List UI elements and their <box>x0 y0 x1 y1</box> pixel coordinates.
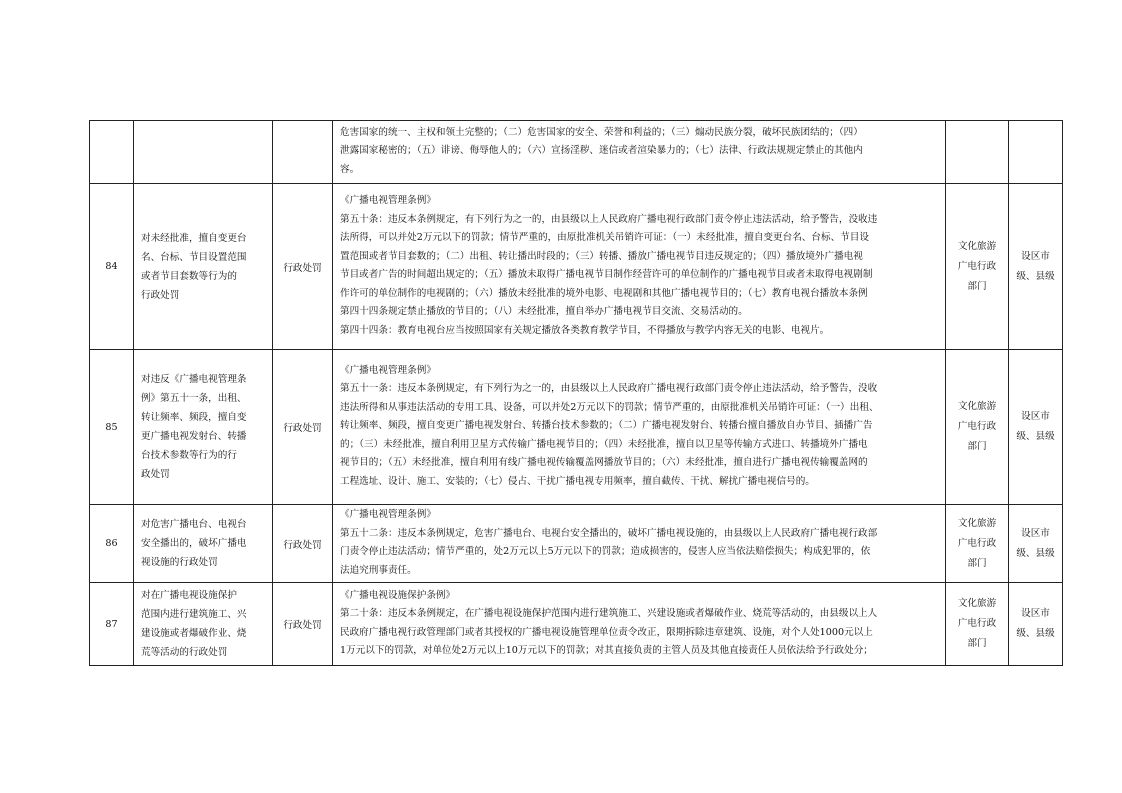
legal-basis-line: 第四十四条规定禁止播放的节目的；（八）未经批准，擅自举办广播电视节目交流、交易活动的。 <box>340 306 748 317</box>
level-cell <box>1009 184 1063 350</box>
item-name-line: 对未经批准，擅自变更台 <box>141 232 247 244</box>
legal-basis-cell <box>333 350 946 505</box>
item-name-line: 视设施的行政处罚 <box>141 557 218 568</box>
legal-basis-line: 第五十条：违反本条例规定，有下列行为之一的，由县级以上人民政府广播电视行政部门责令停止违法活动，给予警告，没收违 <box>340 213 878 225</box>
legal-basis-line: 1万元以下的罚款，对单位处2万元以上10万元以下的罚款；对其直接负责的主管人员及其他直接责任人员依法给予行政处分； <box>340 645 873 656</box>
department-cell <box>946 184 1009 350</box>
action-type-cell <box>273 121 333 184</box>
item-name-line: 名、台标、节目设置范围 <box>141 251 247 263</box>
level-cell <box>1009 121 1063 184</box>
level-line: 级、县级 <box>1016 270 1055 282</box>
legal-basis-line: 《广播电视管理条例》 <box>340 195 436 206</box>
legal-basis-line: 危害国家的统一、主权和领土完整的；（二）危害国家的安全、荣誉和利益的；（三）煽动民族分裂，破坏民族团结的；（四） <box>340 126 863 138</box>
action-type-cell: 行政处罚 <box>273 505 333 583</box>
item-name-line: 政处罚 <box>141 469 170 480</box>
item-number-cell: 84 <box>90 184 134 350</box>
legal-basis-line: 视节目的；（五）未经批准，擅自利用有线广播电视传输覆盖网播放节目的；（六）未经批准，擅自进行广播电视传输覆盖网的 <box>340 457 868 469</box>
item-name-cell <box>134 121 273 184</box>
department-line: 广电行政 <box>957 421 997 432</box>
item-name-line: 对在广播电视设施保护 <box>141 590 237 601</box>
department-line: 广电行政 <box>957 537 997 549</box>
regulation-table-body <box>90 121 1063 666</box>
item-name-line: 对违反《广播电视管理条 <box>141 374 247 385</box>
legal-basis-line: 《广播电视管理条例》 <box>340 364 436 376</box>
legal-basis-cell <box>333 121 946 184</box>
level-cell <box>1009 583 1063 666</box>
legal-basis-line: 第五十一条：违反本条例规定，有下列行为之一的，由县级以上人民政府广播电视行政部门责令停止违法活动，给予警告，没收 <box>340 383 878 395</box>
legal-basis-cell <box>333 184 946 350</box>
item-name-line: 行政处罚 <box>141 289 180 301</box>
legal-basis-line: 泄露国家秘密的；（五）诽谤、侮辱他人的；（六）宣扬淫秽、迷信或者渲染暴力的；（七）法律、行政法规规定禁止的其他内 <box>340 145 863 157</box>
action-type-cell: 行政处罚 <box>273 350 333 505</box>
legal-basis-line: 的；（三）未经批准，擅自利用卫星方式传输广播电视节目的；（四）未经批准，擅自以卫星等传输方式进口、转播境外广播电 <box>340 438 868 450</box>
department-line: 部门 <box>967 638 987 649</box>
item-name-cell <box>134 505 273 583</box>
level-line: 设区市 <box>1021 250 1050 262</box>
department-line: 文化旅游 <box>957 240 997 252</box>
legal-basis-line: 作许可的单位制作的电视剧的；（六）播放未经批准的境外电影、电视剧和其他广播电视节目的；（七）教育电视台播放本条例 <box>340 287 868 299</box>
department-line: 部门 <box>967 557 987 569</box>
department-line: 文化旅游 <box>957 401 997 412</box>
level-line: 级、县级 <box>1016 628 1055 639</box>
item-name-line: 对危害广播电台、电视台 <box>141 519 247 530</box>
level-cell <box>1009 505 1063 583</box>
level-line: 级、县级 <box>1016 431 1055 442</box>
item-name-line: 例》第五十一条，出租、 <box>141 393 247 404</box>
action-type-cell: 行政处罚 <box>273 184 333 350</box>
department-line: 文化旅游 <box>957 598 997 609</box>
legal-basis-cell <box>333 505 946 583</box>
item-name-line: 范围内进行建筑施工、兴 <box>141 609 247 620</box>
table-row <box>90 121 1063 184</box>
item-number-cell: 87 <box>90 583 134 666</box>
department-cell <box>946 583 1009 666</box>
legal-basis-line: 置范围或者节目套数的；（二）出租、转让播出时段的；（三）转播、播放广播电视节目违反规定的；（四）播放境外广播电视 <box>340 250 863 262</box>
legal-basis-line: 第五十二条：违反本条例规定，危害广播电台、电视台安全播出的，破坏广播电视设施的，由县级以上人民政府广播电视行政部 <box>340 527 878 539</box>
level-line: 设区市 <box>1021 608 1050 619</box>
legal-basis-line: 《广播电视管理条例》 <box>340 509 436 520</box>
action-type-cell: 行政处罚 <box>273 583 333 666</box>
item-name-line: 荒等活动的行政处罚 <box>141 647 228 658</box>
level-line: 设区市 <box>1021 527 1050 539</box>
item-name-line: 更广播电视发射台、转播 <box>141 431 247 442</box>
department-cell <box>946 350 1009 505</box>
item-name-line: 转让频率、频段，擅自变 <box>141 412 247 423</box>
department-line: 部门 <box>967 280 987 292</box>
level-line: 设区市 <box>1021 411 1050 422</box>
department-line: 广电行政 <box>957 618 997 629</box>
table-row <box>90 505 1063 583</box>
legal-basis-line: 容。 <box>340 163 360 175</box>
table-row <box>90 184 1063 350</box>
legal-basis-line: 法追究刑事责任。 <box>340 564 417 576</box>
department-cell <box>946 505 1009 583</box>
legal-basis-line: 节目或者广告的时间超出规定的；（五）播放未取得广播电视节目制作经营许可的单位制作的广播电视节目或者未取得电视剧制 <box>340 269 873 280</box>
item-name-line: 台技术参数等行为的行 <box>141 450 237 461</box>
table-row <box>90 350 1063 505</box>
department-line: 广电行政 <box>957 260 997 272</box>
legal-basis-line: 法所得，可以并处2万元以下的罚款；情节严重的，由原批准机关吊销许可证：（一）未经批准，擅自变更台名、台标、节目设 <box>340 232 869 243</box>
legal-basis-line: 违法所得和从事违法活动的专用工具、设备，可以并处2万元以下的罚款；情节严重的，由原批准机关吊销许可证：（一）出租、 <box>340 401 879 413</box>
legal-basis-line: 工程选址、设计、施工、安装的；（七）侵占、干扰广播电视专用频率，擅自截传、干扰、解扰广播电视信号的。 <box>340 475 815 487</box>
item-name-line: 建设施或者爆破作业、烧 <box>141 628 247 639</box>
level-cell <box>1009 350 1063 505</box>
legal-basis-line: 第二十条：违反本条例规定，在广播电视设施保护范围内进行建筑施工、兴建设施或者爆破作业、烧荒等活动的，由县级以上人 <box>340 608 878 619</box>
department-line: 文化旅游 <box>957 517 997 529</box>
legal-basis-line: 民政府广播电视行政管理部门或者其授权的广播电视设施管理单位责令改正，限期拆除违章建筑、设施，对个人处1000元以上 <box>340 626 873 638</box>
legal-basis-line: 第四十四条：教育电视台应当按照国家有关规定播放各类教育教学节目，不得播放与教学内容无关的电影、电视片。 <box>340 324 830 336</box>
department-line: 部门 <box>967 441 987 452</box>
regulation-table <box>89 120 1063 666</box>
legal-basis-cell <box>333 583 946 666</box>
item-name-cell <box>134 184 273 350</box>
item-name-line: 或者节目套数等行为的 <box>141 270 237 282</box>
level-line: 级、县级 <box>1016 547 1055 559</box>
legal-basis-line: 门责令停止违法活动；情节严重的，处2万元以上5万元以下的罚款；造成损害的，侵害人应当依法赔偿损失；构成犯罪的，依 <box>340 546 871 557</box>
item-name-line: 安全播出的，破坏广播电 <box>141 538 247 549</box>
table-row <box>90 583 1063 666</box>
department-cell <box>946 121 1009 184</box>
item-number-cell <box>90 121 134 184</box>
item-name-cell <box>134 350 273 505</box>
item-name-cell <box>134 583 273 666</box>
item-number-cell: 86 <box>90 505 134 583</box>
legal-basis-line: 《广播电视设施保护条例》 <box>340 589 456 601</box>
item-number-cell: 85 <box>90 350 134 505</box>
legal-basis-line: 转让频率、频段，擅自变更广播电视发射台、转播台技术参数的；（二）广播电视发射台、转播台擅自播放自办节目、插播广告 <box>340 420 873 432</box>
